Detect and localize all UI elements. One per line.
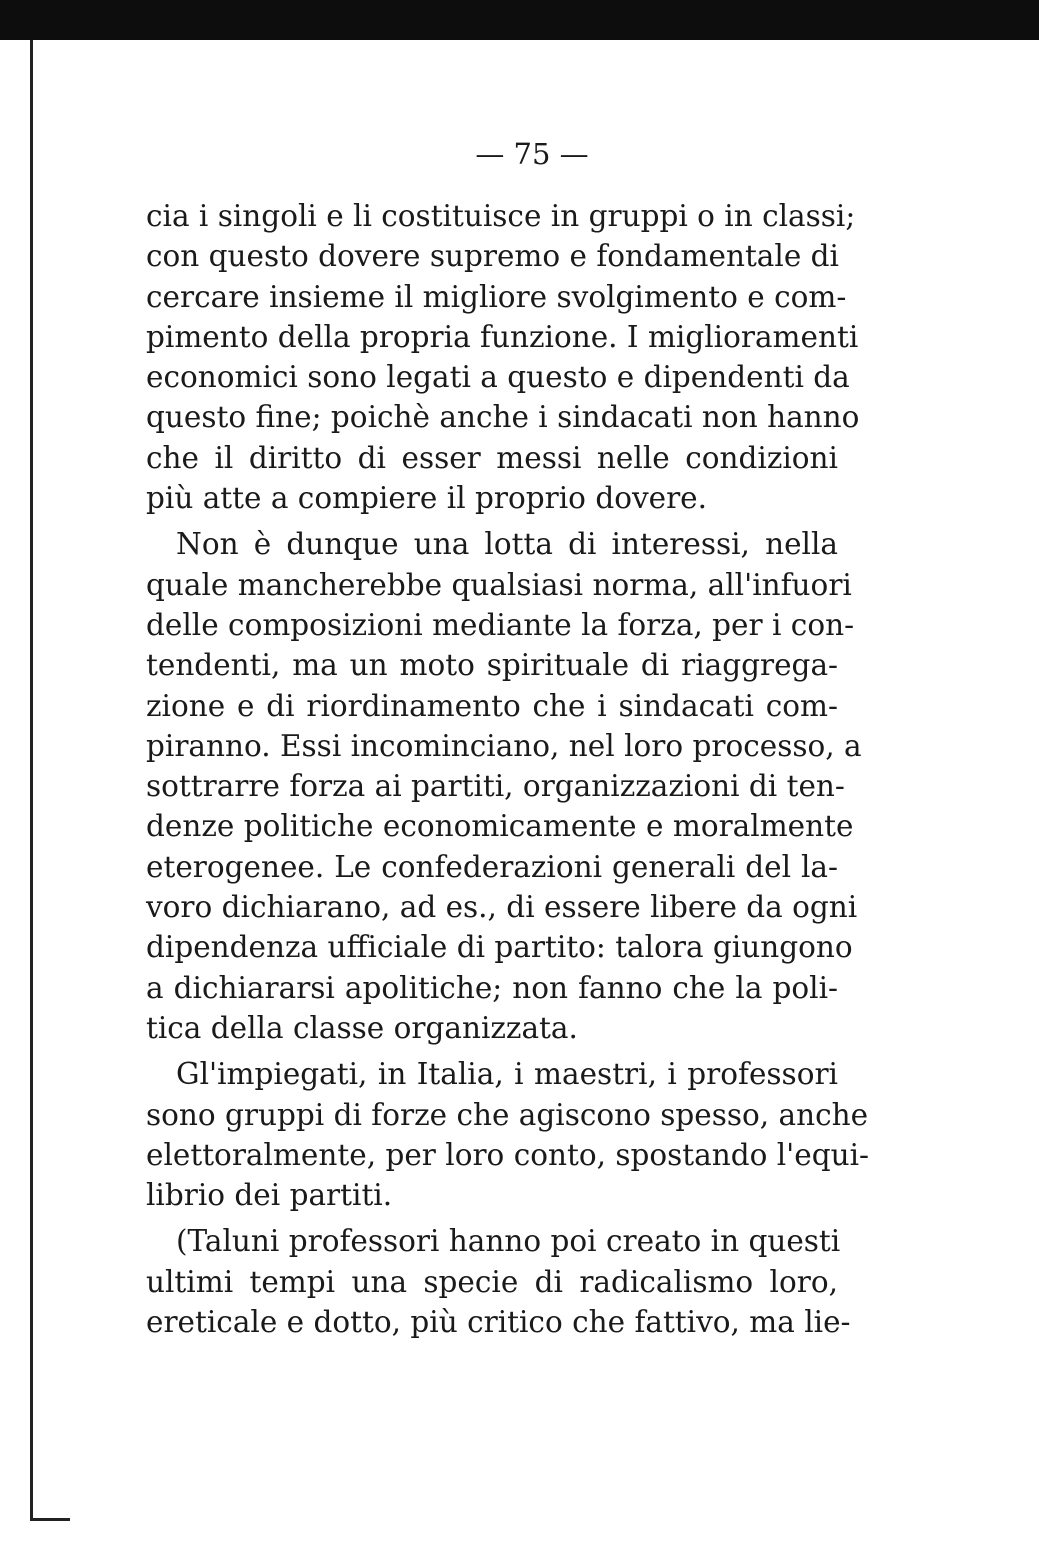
text-line: (Taluni professori hanno poi creato in questi (176, 1224, 841, 1259)
text-line: Gl'impiegati, in Italia, i maestri, i professori (176, 1057, 838, 1092)
text-line: cercare insieme il migliore svolgimento e com- (146, 279, 847, 314)
text-line: piranno. Essi incominciano, nel loro processo, a (146, 728, 862, 763)
text-line: questo fine; poichè anche i sindacati non hanno (146, 400, 860, 435)
text-line: più atte a compiere il proprio dovere. (146, 481, 708, 516)
scan-top-border (0, 0, 1039, 40)
page-number: — 75 — (475, 137, 589, 171)
body-text (146, 196, 870, 1342)
text-line: sottrarre forza ai partiti, organizzazioni di ten- (146, 769, 845, 804)
text-line: pimento della propria funzione. I miglioramenti (146, 319, 859, 354)
text-line: denze politiche economicamente e moralmente (146, 809, 854, 844)
text-line: tica della classe organizzata. (146, 1010, 578, 1045)
text-line: sono gruppi di forze che agiscono spesso, anche (146, 1097, 869, 1132)
text-line: dipendenza ufficiale di partito: talora giungono (146, 930, 853, 965)
text-line: delle composizioni mediante la forza, per i con- (146, 607, 855, 642)
text-line: librio dei partiti. (146, 1178, 393, 1213)
text-line: tendenti, ma un moto spirituale di riaggrega- (146, 648, 838, 683)
text-line: cia i singoli e li costituisce in gruppi o in classi; (146, 199, 856, 233)
text-line: con questo dovere supremo e fondamentale di (146, 239, 839, 274)
text-line: che il diritto di esser messi nelle condizioni (146, 440, 838, 475)
text-line: voro dichiarano, ad es., di essere libere da ogni (146, 890, 858, 925)
text-line: ultimi tempi una specie di radicalismo loro, (146, 1264, 838, 1299)
text-line: quale mancherebbe qualsiasi norma, all'infuori (146, 567, 852, 602)
text-line: economici sono legati a questo e dipendenti da (146, 360, 850, 395)
text-line: a dichiararsi apolitiche; non fanno che la poli- (146, 970, 838, 1005)
scan-left-edge (30, 40, 33, 1520)
text-line: ereticale e dotto, più critico che fattivo, ma lie- (146, 1305, 851, 1340)
text-line: eterogenee. Le confederazioni generali del la- (146, 849, 838, 884)
text-line: zione e di riordinamento che i sindacati com- (146, 688, 838, 723)
text-line: Non è dunque una lotta di interessi, nella (176, 527, 838, 562)
text-line: elettoralmente, per loro conto, spostando l'equi- (146, 1137, 870, 1172)
scan-bottom-edge (30, 1518, 70, 1521)
